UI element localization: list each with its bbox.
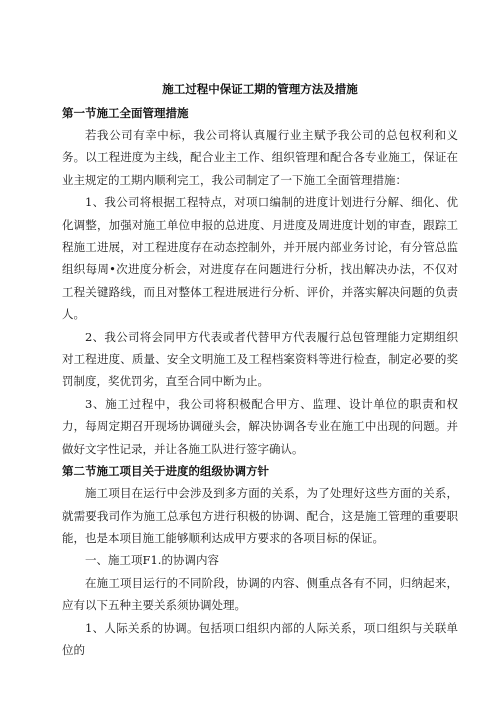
section-heading-1: 第一节施工全面管理措施	[62, 106, 189, 120]
paragraph-item-1: 1、我公司将根据工程特点，对项口编制的进度计划进行分解、细化、优化调整，加强对施工单位申报的总进度、月进度及周进度计划的审查，跟踪工程施工进展，对工程进度存在动态控制外，并开展内部业务讨论，有分管总监组织每周•次进度分析会，对进度存在问题进行分析，找出解决办法，不仅对工程关键路线，而且对整体工程进展进行分析、评价，并落实解决问题的负责人。	[62, 195, 458, 322]
paragraph-item-3: 3、施工过程中，我公司将积极配合甲方、监理、设计单位的职责和权力，每周定期召开现场协调碰头会，解决协调各专业在施工中出现的问题。并做好文字性记录，并让各施工队进行签字确认。	[62, 396, 458, 456]
paragraph-item-2: 2、我公司将会同甲方代表或者代替甲方代表履行总包管理能力定期组织对工程进度、质量、安全文明施工及工程档案资料等进行检查，制定必要的奖罚制度，奖优罚劣，直至合同中断为止。	[62, 329, 458, 389]
document-body	[62, 78, 458, 661]
paragraph-coordination-content: 在施工项目运行的不同阶段，协调的内容、侧重点各有不同，归纳起来，应有以下五种主要关系须协调处理。	[62, 575, 458, 613]
section-heading-2: 第二节施工项目关于进度的组级协调方针	[62, 464, 269, 479]
document-title: 施工过程中保证工期的管理方法及措施	[162, 82, 358, 96]
paragraph-coordination-intro: 施工项目在运行中会涉及到多方面的关系，为了处理好这些方面的关系，就需要我司作为施工总承包方进行积极的协调、配合，这是施工管理的重要职能，也是本项目施工能够顺利达成甲方要求的各项目标的保证。	[62, 486, 458, 545]
paragraph-subheading-1: 一、施工项F1.的协调内容	[85, 553, 219, 568]
paragraph-relation-1: 1、人际关系的协调。包括项口组织内部的人际关系，项口组织与关联单位的	[62, 620, 458, 657]
paragraph-intro: 若我公司有幸中标，我公司将认真履行业主赋予我公司的总包权利和义务。以工程进度为主线，配合业主工作、组织管理和配合各专业施工，保证在业主规定的工期内顺利完工，我公司制定了一下施工全面管理措施：	[62, 128, 458, 187]
